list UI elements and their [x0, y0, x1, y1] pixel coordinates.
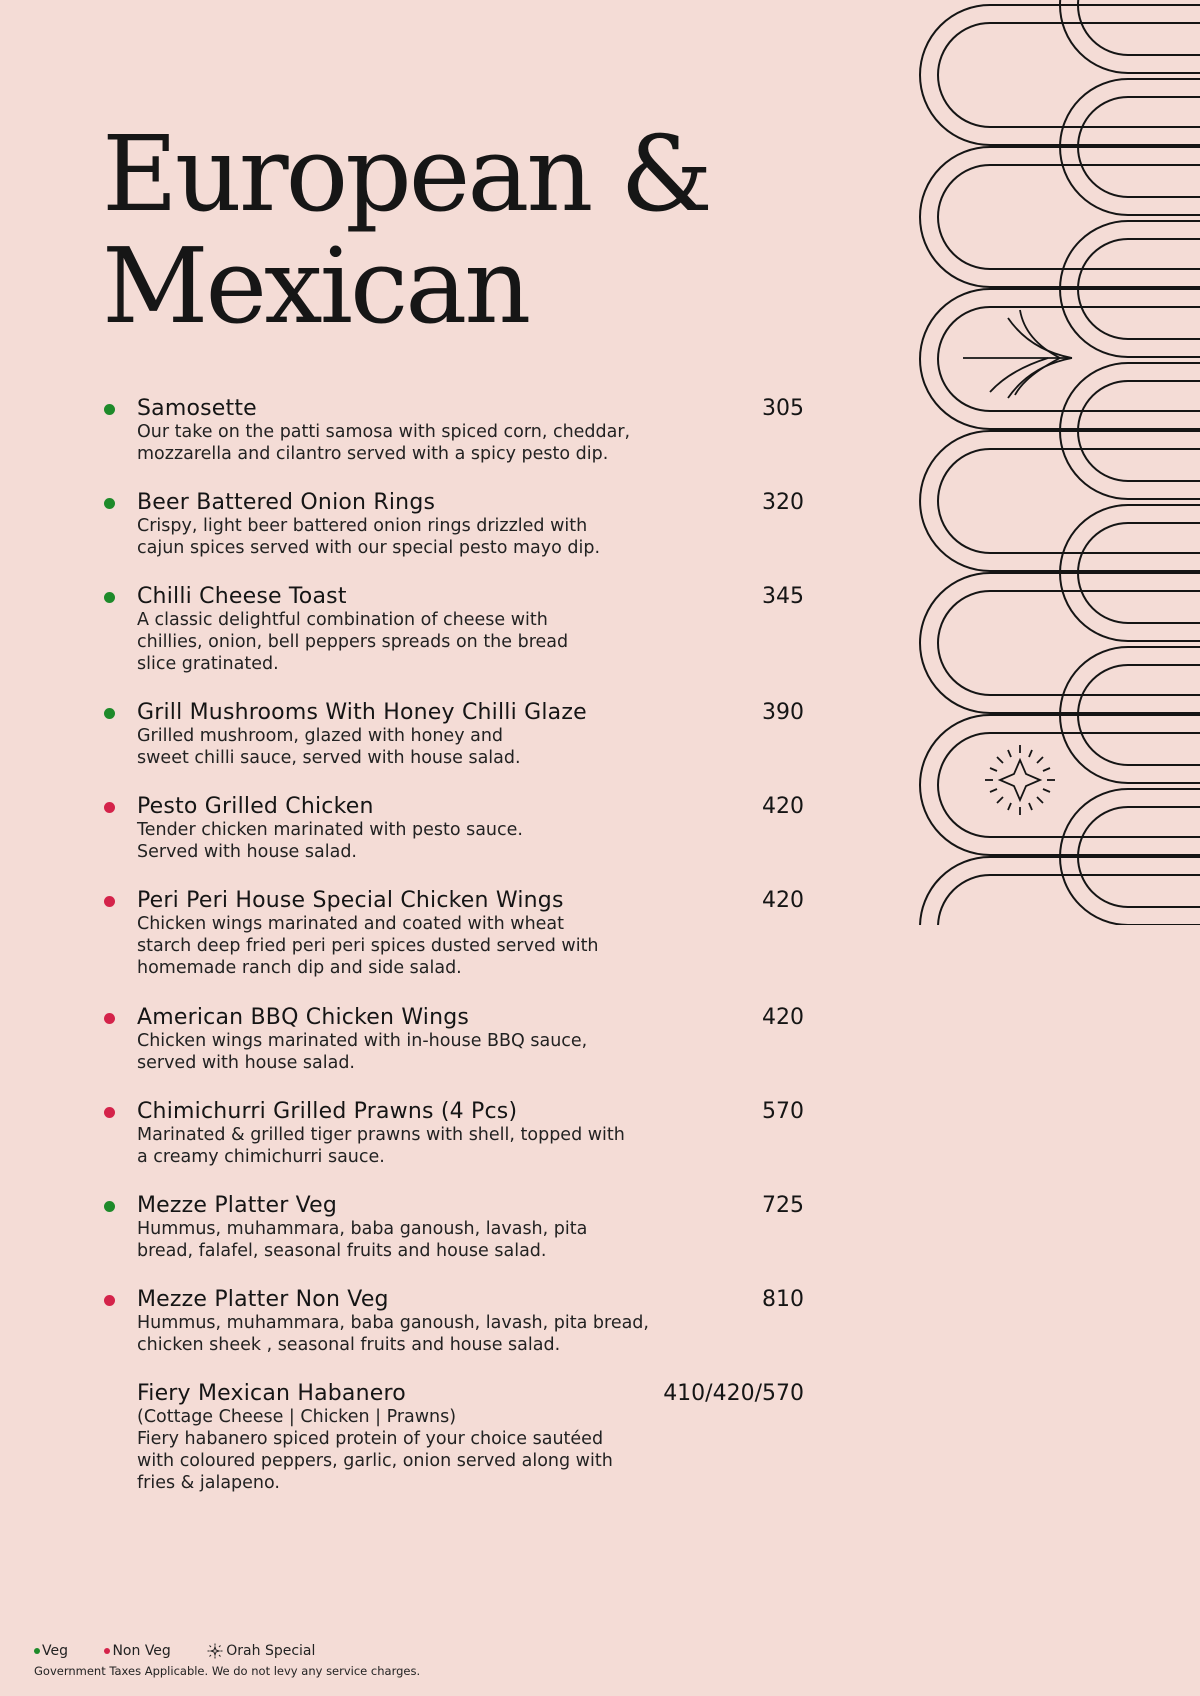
item-price: 420 — [762, 1005, 804, 1030]
arch-pattern-decoration — [900, 0, 1200, 925]
legend-veg: Veg — [34, 1643, 68, 1659]
item-description — [137, 913, 697, 979]
item-description — [137, 819, 697, 863]
description-line: Served with house salad. — [137, 842, 357, 862]
description-line: Our take on the patti samosa with spiced corn, cheddar, — [137, 422, 631, 442]
legend-special: Orah Special — [207, 1643, 315, 1659]
item-price: 420 — [762, 888, 804, 913]
description-line: with coloured peppers, garlic, onion served along with — [137, 1451, 613, 1471]
description-line: starch deep fried peri peri spices dusted served with — [137, 936, 599, 956]
item-price: 305 — [762, 396, 804, 421]
item-description — [137, 1124, 697, 1168]
description-line: cajun spices served with our special pesto mayo dip. — [137, 538, 601, 558]
description-line: Grilled mushroom, glazed with honey and — [137, 726, 504, 746]
sparkle-icon — [985, 745, 1055, 815]
item-name: Mezze Platter Veg — [137, 1193, 338, 1218]
description-line: served with house salad. — [137, 1053, 355, 1073]
item-price: 320 — [762, 490, 804, 515]
item-price: 570 — [762, 1099, 804, 1124]
description-line: chicken sheek , seasonal fruits and house salad. — [137, 1335, 561, 1355]
description-line: Fiery habanero spiced protein of your choice sautéed — [137, 1429, 604, 1449]
item-name: Samosette — [137, 396, 257, 421]
veg-indicator — [104, 404, 115, 415]
nonveg-indicator — [104, 1295, 115, 1306]
item-price: 345 — [762, 584, 804, 609]
item-price: 390 — [762, 700, 804, 725]
veg-indicator — [104, 1201, 115, 1212]
description-line: bread, falafel, seasonal fruits and house salad. — [137, 1241, 547, 1261]
item-description — [137, 609, 697, 675]
description-line: sweet chilli sauce, served with house salad. — [137, 748, 521, 768]
item-name: Mezze Platter Non Veg — [137, 1287, 389, 1312]
item-description — [137, 1218, 697, 1262]
description-line: mozzarella and cilantro served with a spicy pesto dip. — [137, 444, 609, 464]
item-description — [137, 421, 697, 465]
description-line: a creamy chimichurri sauce. — [137, 1147, 385, 1167]
item-description — [137, 725, 697, 769]
item-description — [137, 1406, 697, 1494]
description-line: slice gratinated. — [137, 654, 279, 674]
item-price: 810 — [762, 1287, 804, 1312]
description-line: (Cottage Cheese | Chicken | Prawns) — [137, 1407, 457, 1427]
sparkle-icon — [207, 1643, 223, 1659]
description-line: Chicken wings marinated and coated with wheat — [137, 914, 565, 934]
item-name: Fiery Mexican Habanero — [137, 1381, 406, 1406]
legend — [34, 1643, 347, 1659]
description-line: A classic delightful combination of cheese with — [137, 610, 548, 630]
description-line: Hummus, muhammara, baba ganoush, lavash, pita bread, — [137, 1313, 649, 1333]
veg-indicator — [104, 498, 115, 509]
nonveg-indicator — [104, 802, 115, 813]
nonveg-indicator — [104, 896, 115, 907]
nonveg-indicator — [104, 1107, 115, 1118]
item-name: Grill Mushrooms With Honey Chilli Glaze — [137, 700, 587, 725]
item-price: 410/420/570 — [663, 1381, 804, 1406]
veg-indicator — [104, 708, 115, 719]
legend-nonveg: Non Veg — [104, 1643, 170, 1659]
item-price: 725 — [762, 1193, 804, 1218]
item-name: Chimichurri Grilled Prawns (4 Pcs) — [137, 1099, 518, 1124]
item-price: 420 — [762, 794, 804, 819]
item-description — [137, 515, 697, 559]
page-title-line-2: Mexican — [102, 225, 529, 347]
page-title-line-1: European & — [102, 113, 710, 235]
item-name: Peri Peri House Special Chicken Wings — [137, 888, 564, 913]
nonveg-indicator — [104, 1013, 115, 1024]
item-name: Beer Battered Onion Rings — [137, 490, 436, 515]
description-line: Crispy, light beer battered onion rings drizzled with — [137, 516, 588, 536]
description-line: Chicken wings marinated with in-house BBQ sauce, — [137, 1031, 588, 1051]
item-description — [137, 1030, 697, 1074]
page-title — [102, 113, 822, 347]
item-name: Chilli Cheese Toast — [137, 584, 347, 609]
description-line: homemade ranch dip and side salad. — [137, 958, 462, 978]
item-name: Pesto Grilled Chicken — [137, 794, 374, 819]
veg-indicator — [104, 592, 115, 603]
footer-note: Government Taxes Applicable. We do not levy any service charges. — [34, 1664, 421, 1678]
description-line: fries & jalapeno. — [137, 1473, 280, 1493]
description-line: Hummus, muhammara, baba ganoush, lavash, pita — [137, 1219, 588, 1239]
description-line: Tender chicken marinated with pesto sauce. — [137, 820, 523, 840]
leaf-ornament — [963, 310, 1072, 398]
description-line: Marinated & grilled tiger prawns with shell, topped with — [137, 1125, 625, 1145]
description-line: chillies, onion, bell peppers spreads on the bread — [137, 632, 569, 652]
item-name: American BBQ Chicken Wings — [137, 1005, 470, 1030]
item-description — [137, 1312, 697, 1356]
